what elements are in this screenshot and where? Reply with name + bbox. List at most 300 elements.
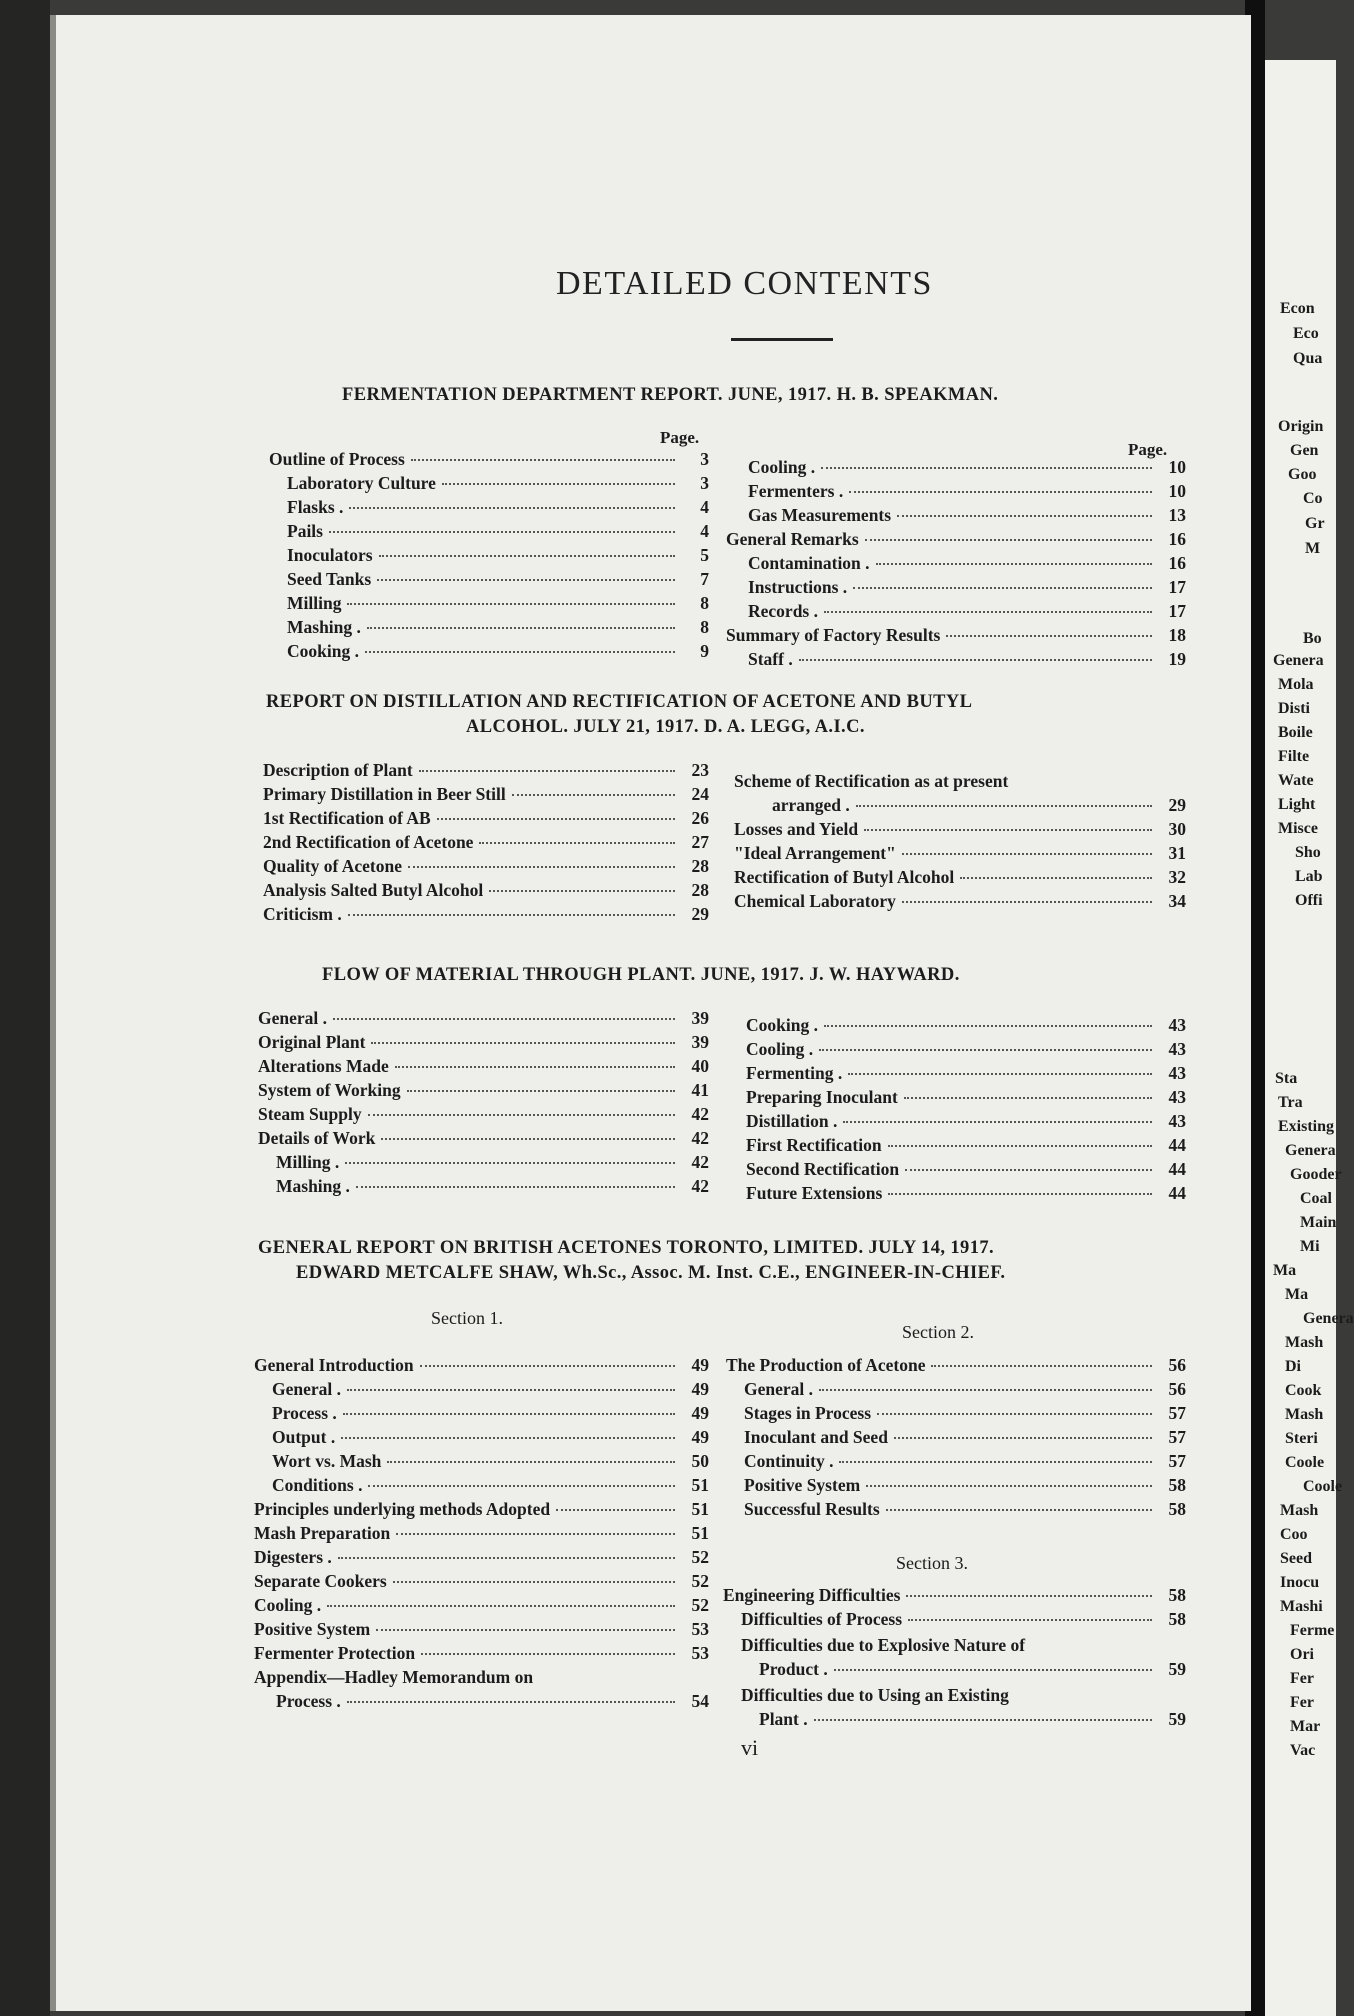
toc-entry-page: 17 bbox=[1168, 601, 1186, 621]
toc-entry-page: 16 bbox=[1168, 553, 1186, 573]
leader-dots bbox=[894, 1437, 1152, 1439]
toc-entry-page: 8 bbox=[700, 617, 709, 637]
toc-entry-page: 8 bbox=[700, 593, 709, 613]
toc-entry bbox=[269, 641, 709, 665]
toc-entry bbox=[254, 1619, 709, 1643]
toc-s2-left bbox=[263, 760, 709, 928]
page-title: DETAILED CONTENTS bbox=[556, 265, 933, 302]
facing-page-fragment: Mash bbox=[1285, 1406, 1324, 1423]
toc-entry-page: 44 bbox=[1168, 1159, 1186, 1179]
toc-entry-label: Second Rectification bbox=[746, 1159, 900, 1179]
toc-s3-right bbox=[746, 1015, 1186, 1207]
toc-entry bbox=[726, 529, 1186, 553]
toc-s4-right-section2 bbox=[726, 1355, 1186, 1523]
leader-dots bbox=[329, 531, 675, 533]
toc-entry-page: 24 bbox=[691, 784, 709, 804]
toc-entry-page: 52 bbox=[691, 1571, 709, 1591]
toc-entry bbox=[258, 1152, 709, 1176]
leader-dots bbox=[960, 877, 1152, 879]
toc-entry bbox=[254, 1499, 709, 1523]
leader-dots bbox=[396, 1533, 675, 1535]
toc-entry bbox=[726, 1475, 1186, 1499]
toc-entry-page: 51 bbox=[691, 1475, 709, 1495]
toc-entry-page: 10 bbox=[1168, 457, 1186, 477]
toc-entry bbox=[254, 1691, 709, 1715]
toc-entry-label: General . bbox=[272, 1379, 342, 1399]
leader-dots bbox=[367, 627, 675, 629]
toc-entry-label: Analysis Salted Butyl Alcohol bbox=[263, 880, 484, 900]
leader-dots bbox=[381, 1138, 675, 1140]
toc-entry-page: 28 bbox=[691, 856, 709, 876]
section-heading-flow: FLOW OF MATERIAL THROUGH PLANT. JUNE, 1917. J. W. HAYWARD. bbox=[322, 965, 960, 985]
leader-dots bbox=[902, 901, 1152, 903]
toc-entry bbox=[726, 1355, 1186, 1379]
toc-entry-label: Process . bbox=[276, 1691, 341, 1711]
leader-dots bbox=[556, 1509, 675, 1511]
toc-entry bbox=[726, 601, 1186, 625]
toc-s4-right-section3 bbox=[723, 1585, 1186, 1633]
toc-entry-label: Seed Tanks bbox=[287, 569, 372, 589]
toc-entry-label: Milling bbox=[287, 593, 342, 613]
toc-entry bbox=[258, 1176, 709, 1200]
section-heading-general-1: GENERAL REPORT ON BRITISH ACETONES TORONTO, LIMITED. JULY 14, 1917. bbox=[258, 1238, 995, 1258]
toc-entry bbox=[726, 625, 1186, 649]
section-heading-general-2: EDWARD METCALFE SHAW, Wh.Sc., Assoc. M. Inst. C.E., ENGINEER-IN-CHIEF. bbox=[296, 1263, 1006, 1283]
toc-entry-page: 16 bbox=[1168, 529, 1186, 549]
toc-entry bbox=[269, 545, 709, 569]
toc-entry-label: 2nd Rectification of Acetone bbox=[263, 832, 474, 852]
leader-dots bbox=[343, 1413, 675, 1415]
toc-entry-label: Process . bbox=[272, 1403, 337, 1423]
facing-page-fragment: Ferme bbox=[1290, 1622, 1335, 1639]
leader-dots bbox=[897, 515, 1152, 517]
toc-entry bbox=[263, 832, 709, 856]
toc-entry bbox=[254, 1475, 709, 1499]
toc-entry-label: Product . bbox=[759, 1659, 828, 1679]
toc-entry-page: 49 bbox=[691, 1403, 709, 1423]
toc-entry-page: 49 bbox=[691, 1427, 709, 1447]
leader-dots bbox=[819, 1389, 1152, 1391]
leader-dots bbox=[333, 1018, 675, 1020]
leader-dots bbox=[419, 770, 675, 772]
toc-entry-label: Fermenters . bbox=[748, 481, 844, 501]
leader-dots bbox=[814, 1719, 1152, 1721]
leader-dots bbox=[371, 1042, 675, 1044]
toc-entry-label: Criticism . bbox=[263, 904, 342, 924]
leader-dots bbox=[799, 659, 1152, 661]
toc-entry-label: Chemical Laboratory bbox=[734, 891, 896, 911]
leader-dots bbox=[908, 1619, 1152, 1621]
toc-entry bbox=[258, 1128, 709, 1152]
toc-entry-page: 44 bbox=[1168, 1183, 1186, 1203]
toc-entry-page: 3 bbox=[700, 473, 709, 493]
toc-entry bbox=[746, 1183, 1186, 1207]
leader-dots bbox=[327, 1605, 675, 1607]
facing-page-fragment: Genera bbox=[1285, 1142, 1336, 1159]
toc-entry bbox=[726, 1451, 1186, 1475]
toc-entry-label: Stages in Process bbox=[744, 1403, 872, 1423]
toc-entry bbox=[269, 569, 709, 593]
toc-entry-label: Separate Cookers bbox=[254, 1571, 387, 1591]
toc-entry-page: 56 bbox=[1168, 1379, 1186, 1399]
facing-page-fragment: Misce bbox=[1278, 820, 1318, 837]
toc-entry bbox=[746, 1039, 1186, 1063]
toc-entry-page: 57 bbox=[1168, 1403, 1186, 1423]
facing-page-fragment: Fer bbox=[1290, 1670, 1314, 1687]
leader-dots bbox=[839, 1461, 1152, 1463]
toc-entry bbox=[746, 1111, 1186, 1135]
toc-entry-page: 58 bbox=[1168, 1609, 1186, 1629]
leader-dots bbox=[865, 539, 1152, 541]
toc-entry-page: 32 bbox=[1168, 867, 1186, 887]
leader-dots bbox=[368, 1485, 675, 1487]
toc-entry-page: 58 bbox=[1168, 1499, 1186, 1519]
toc-entry-page: 9 bbox=[700, 641, 709, 661]
toc-s1-right bbox=[726, 457, 1186, 673]
toc-s3-left bbox=[258, 1008, 709, 1200]
toc-entry-page: 41 bbox=[691, 1080, 709, 1100]
toc-entry bbox=[258, 1104, 709, 1128]
facing-page-fragment: Light bbox=[1278, 796, 1316, 813]
toc-entry-page: 44 bbox=[1168, 1135, 1186, 1155]
facing-page-fragment: Gen bbox=[1290, 442, 1319, 459]
scan-left-margin bbox=[0, 0, 50, 2016]
leader-dots bbox=[420, 1365, 675, 1367]
leader-dots bbox=[931, 1365, 1152, 1367]
toc-entry-page: 17 bbox=[1168, 577, 1186, 597]
toc-entry bbox=[726, 457, 1186, 481]
toc-entry-label: Distillation . bbox=[746, 1111, 838, 1131]
toc-entry-page: 49 bbox=[691, 1355, 709, 1375]
toc-entry bbox=[723, 1609, 1186, 1633]
toc-entry-page: 56 bbox=[1168, 1355, 1186, 1375]
toc-entry-label: Difficulties of Process bbox=[741, 1609, 903, 1629]
facing-page-fragment: Mar bbox=[1290, 1718, 1321, 1735]
page-column-label-right: Page. bbox=[1128, 440, 1168, 459]
toc-entry-page: 51 bbox=[691, 1499, 709, 1519]
toc-entry-label: Steam Supply bbox=[258, 1104, 362, 1124]
toc-s4-wrap2-line1: Difficulties due to Using an Existing bbox=[741, 1685, 1009, 1705]
toc-entry bbox=[746, 1087, 1186, 1111]
facing-page bbox=[1265, 60, 1354, 2016]
leader-dots bbox=[824, 611, 1152, 613]
leader-dots bbox=[888, 1145, 1152, 1147]
leader-dots bbox=[876, 563, 1152, 565]
toc-entry-label: Details of Work bbox=[258, 1128, 376, 1148]
facing-page-fragment: M bbox=[1305, 540, 1321, 557]
facing-page-fragment: Mash bbox=[1280, 1502, 1319, 1519]
facing-page-fragment: Goo bbox=[1288, 466, 1317, 483]
facing-page-fragment: Gr bbox=[1305, 515, 1325, 532]
toc-entry-label: Mash Preparation bbox=[254, 1523, 391, 1543]
toc-entry-label: Outline of Process bbox=[269, 449, 405, 469]
toc-entry-page: 52 bbox=[691, 1547, 709, 1567]
toc-entry bbox=[254, 1595, 709, 1619]
facing-page-fragment: Ma bbox=[1273, 1262, 1297, 1279]
toc-entry bbox=[254, 1547, 709, 1571]
toc-entry-label: Successful Results bbox=[744, 1499, 880, 1519]
toc-entry-label: Quality of Acetone bbox=[263, 856, 403, 876]
facing-page-fragment: Vac bbox=[1290, 1742, 1316, 1759]
toc-entry-page: 43 bbox=[1168, 1087, 1186, 1107]
toc-entry bbox=[726, 1427, 1186, 1451]
toc-entry bbox=[746, 1015, 1186, 1039]
toc-entry-label: Flasks . bbox=[287, 497, 344, 517]
toc-entry bbox=[269, 521, 709, 545]
leader-dots bbox=[356, 1186, 675, 1188]
facing-page-fragment: Mola bbox=[1278, 676, 1314, 693]
facing-page-fragment: Tra bbox=[1278, 1094, 1303, 1111]
toc-entry-page: 29 bbox=[691, 904, 709, 924]
toc-entry bbox=[269, 473, 709, 497]
toc-entry bbox=[254, 1403, 709, 1427]
leader-dots bbox=[341, 1437, 675, 1439]
toc-entry-page: 57 bbox=[1168, 1427, 1186, 1447]
toc-entry bbox=[726, 553, 1186, 577]
toc-entry-page: 39 bbox=[691, 1008, 709, 1028]
toc-entry bbox=[263, 808, 709, 832]
leader-dots bbox=[379, 555, 675, 557]
toc-entry-label: Staff . bbox=[748, 649, 793, 669]
toc-entry bbox=[269, 449, 709, 473]
facing-page-fragment: Sho bbox=[1295, 844, 1321, 861]
toc-entry bbox=[258, 1080, 709, 1104]
toc-entry bbox=[254, 1523, 709, 1547]
toc-entry-page: 30 bbox=[1168, 819, 1186, 839]
leader-dots bbox=[338, 1557, 675, 1559]
toc-entry bbox=[269, 617, 709, 641]
leader-dots bbox=[377, 579, 675, 581]
leader-dots bbox=[821, 467, 1152, 469]
toc-entry-page: 59 bbox=[1168, 1709, 1186, 1729]
toc-entry-label: Description of Plant bbox=[263, 760, 413, 780]
toc-entry bbox=[263, 760, 709, 784]
toc-entry bbox=[258, 1008, 709, 1032]
leader-dots bbox=[864, 829, 1152, 831]
facing-page-fragment: Lab bbox=[1295, 868, 1323, 885]
facing-page-fragment: Cook bbox=[1285, 1382, 1322, 1399]
toc-entry bbox=[254, 1571, 709, 1595]
toc-entry-page: 42 bbox=[691, 1128, 709, 1148]
toc-entry-page: 31 bbox=[1168, 843, 1186, 863]
facing-page-fragment: Sta bbox=[1275, 1070, 1298, 1087]
toc-entry-label: First Rectification bbox=[746, 1135, 882, 1155]
toc-entry bbox=[263, 904, 709, 928]
toc-entry-page: 53 bbox=[691, 1619, 709, 1639]
leader-dots bbox=[411, 459, 675, 461]
facing-page-fragment: Co bbox=[1303, 490, 1323, 507]
toc-entry-label: Positive System bbox=[744, 1475, 861, 1495]
toc-entry bbox=[734, 795, 1186, 819]
toc-entry-label: Original Plant bbox=[258, 1032, 366, 1052]
toc-entry-page: 4 bbox=[700, 497, 709, 517]
toc-entry-label: General Introduction bbox=[254, 1355, 414, 1375]
toc-entry-label: Inoculant and Seed bbox=[744, 1427, 888, 1447]
document-page bbox=[50, 15, 1251, 2011]
leader-dots bbox=[512, 794, 675, 796]
toc-entry-page: 43 bbox=[1168, 1111, 1186, 1131]
toc-entry bbox=[726, 505, 1186, 529]
toc-entry-label: Fermenting . bbox=[746, 1063, 843, 1083]
leader-dots bbox=[393, 1581, 675, 1583]
toc-entry bbox=[254, 1643, 709, 1667]
facing-page-fragment: Existing bbox=[1278, 1118, 1335, 1135]
toc-entry bbox=[734, 843, 1186, 867]
toc-entry-page: 40 bbox=[691, 1056, 709, 1076]
toc-entry-page: 23 bbox=[691, 760, 709, 780]
toc-entry-label: Primary Distillation in Beer Still bbox=[263, 784, 506, 804]
toc-entry-label: Continuity . bbox=[744, 1451, 834, 1471]
toc-entry-page: 54 bbox=[691, 1691, 709, 1711]
leader-dots bbox=[347, 1701, 675, 1703]
facing-page-fragment: Ori bbox=[1290, 1646, 1314, 1663]
toc-s2-right-first-line: Scheme of Rectification as at present bbox=[734, 771, 1009, 791]
toc-entry-label: Plant . bbox=[759, 1709, 808, 1729]
toc-entry-page: 52 bbox=[691, 1595, 709, 1615]
section-2-label: Section 2. bbox=[902, 1322, 974, 1342]
toc-entry-page: 34 bbox=[1168, 891, 1186, 911]
toc-entry-page: 53 bbox=[691, 1643, 709, 1663]
facing-page-fragment: Bo bbox=[1303, 630, 1322, 647]
toc-entry-label: General Remarks bbox=[726, 529, 859, 549]
toc-entry bbox=[263, 856, 709, 880]
facing-page-fragment: Di bbox=[1285, 1358, 1301, 1375]
toc-entry bbox=[746, 1159, 1186, 1183]
toc-entry bbox=[254, 1427, 709, 1451]
facing-page-fragment: Steri bbox=[1285, 1430, 1318, 1447]
toc-entry-page: 27 bbox=[691, 832, 709, 852]
toc-entry bbox=[258, 1056, 709, 1080]
leader-dots bbox=[902, 853, 1152, 855]
toc-entry-label: Positive System bbox=[254, 1619, 371, 1639]
toc-entry-label: The Production of Acetone bbox=[726, 1355, 926, 1375]
leader-dots bbox=[834, 1669, 1152, 1671]
facing-page-fragment: Mi bbox=[1300, 1238, 1320, 1255]
facing-page-fragment: Coole bbox=[1285, 1454, 1325, 1471]
toc-entry-page: 58 bbox=[1168, 1475, 1186, 1495]
toc-entry-label: System of Working bbox=[258, 1080, 401, 1100]
facing-page-fragment: Origin bbox=[1278, 418, 1324, 435]
toc-s1-left bbox=[269, 449, 709, 665]
leader-dots bbox=[877, 1413, 1152, 1415]
toc-entry-page: 29 bbox=[1168, 795, 1186, 815]
leader-dots bbox=[849, 491, 1152, 493]
toc-entry-label: Engineering Difficulties bbox=[723, 1585, 901, 1605]
facing-page-fragment: Offi bbox=[1295, 892, 1323, 909]
facing-page-fragment: Coo bbox=[1280, 1526, 1308, 1543]
leader-dots bbox=[408, 866, 675, 868]
toc-entry bbox=[723, 1585, 1186, 1609]
leader-dots bbox=[888, 1193, 1152, 1195]
toc-entry bbox=[726, 481, 1186, 505]
toc-entry bbox=[726, 577, 1186, 601]
facing-page-fragment: Genera bbox=[1303, 1310, 1354, 1327]
leader-dots bbox=[946, 635, 1152, 637]
facing-page-fragment: Boile bbox=[1278, 724, 1313, 741]
toc-entry-page: 42 bbox=[691, 1152, 709, 1172]
toc-entry-page: 3 bbox=[700, 449, 709, 469]
toc-entry-label: Inoculators bbox=[287, 545, 373, 565]
leader-dots bbox=[442, 483, 675, 485]
facing-page-fragment: Disti bbox=[1278, 700, 1310, 717]
facing-page-fragment: Coal bbox=[1300, 1190, 1332, 1207]
leader-dots bbox=[489, 890, 675, 892]
facing-page-fragment: Fer bbox=[1290, 1694, 1314, 1711]
toc-entry bbox=[726, 1403, 1186, 1427]
toc-entry-label: Losses and Yield bbox=[734, 819, 859, 839]
toc-entry-page: 42 bbox=[691, 1176, 709, 1196]
facing-page-fragment: Seed bbox=[1280, 1550, 1312, 1567]
leader-dots bbox=[886, 1509, 1152, 1511]
toc-entry bbox=[746, 1063, 1186, 1087]
leader-dots bbox=[368, 1114, 675, 1116]
toc-entry-page: 4 bbox=[700, 521, 709, 541]
facing-page-fragment: Mashi bbox=[1280, 1598, 1323, 1615]
toc-entry-label: Instructions . bbox=[748, 577, 848, 597]
leader-dots bbox=[347, 603, 675, 605]
toc-entry bbox=[726, 1379, 1186, 1403]
toc-entry-label: Rectification of Butyl Alcohol bbox=[734, 867, 955, 887]
section-heading-distillation-2: ALCOHOL. JULY 21, 1917. D. A. LEGG, A.I.C. bbox=[466, 717, 865, 737]
toc-entry-page: 43 bbox=[1168, 1015, 1186, 1035]
toc-entry-page: 5 bbox=[700, 545, 709, 565]
leader-dots bbox=[421, 1653, 675, 1655]
toc-entry-label: Cooking . bbox=[287, 641, 359, 661]
toc-entry-label: arranged . bbox=[772, 795, 850, 815]
facing-page-fragment: Mash bbox=[1285, 1334, 1324, 1351]
toc-entry-label: Contamination . bbox=[748, 553, 870, 573]
toc-entry bbox=[269, 497, 709, 521]
toc-entry-page: 18 bbox=[1168, 625, 1186, 645]
leader-dots bbox=[345, 1162, 675, 1164]
toc-s4-appendix-line1: Appendix—Hadley Memorandum on bbox=[254, 1667, 534, 1687]
toc-entry-label: General . bbox=[258, 1008, 328, 1028]
leader-dots bbox=[348, 914, 675, 916]
toc-entry-label: Conditions . bbox=[272, 1475, 363, 1495]
toc-entry-page: 28 bbox=[691, 880, 709, 900]
toc-s4-wrap2 bbox=[723, 1709, 1186, 1733]
leader-dots bbox=[437, 818, 675, 820]
page-number: vi bbox=[741, 1735, 759, 1760]
leader-dots bbox=[347, 1389, 675, 1391]
toc-entry bbox=[734, 891, 1186, 915]
toc-entry-label: Cooling . bbox=[748, 457, 816, 477]
facing-page-fragment: Coole bbox=[1303, 1478, 1343, 1495]
leader-dots bbox=[853, 587, 1152, 589]
toc-entry bbox=[254, 1355, 709, 1379]
leader-dots bbox=[479, 842, 675, 844]
toc-entry-label: Mashing . bbox=[287, 617, 361, 637]
toc-entry bbox=[734, 819, 1186, 843]
toc-entry-page: 26 bbox=[691, 808, 709, 828]
facing-page-fragment: Inocu bbox=[1280, 1574, 1320, 1591]
toc-entry-page: 59 bbox=[1168, 1659, 1186, 1679]
leader-dots bbox=[843, 1121, 1152, 1123]
toc-entry-label: Cooking . bbox=[746, 1015, 818, 1035]
toc-entry-label: "Ideal Arrangement" bbox=[734, 843, 896, 863]
toc-entry-label: Cooling . bbox=[254, 1595, 322, 1615]
leader-dots bbox=[387, 1461, 675, 1463]
section-heading-fermentation: FERMENTATION DEPARTMENT REPORT. JUNE, 1917. H. B. SPEAKMAN. bbox=[342, 385, 999, 405]
toc-entry bbox=[263, 880, 709, 904]
leader-dots bbox=[904, 1097, 1152, 1099]
facing-page-fragment: Econ bbox=[1280, 300, 1315, 317]
toc-entry-page: 42 bbox=[691, 1104, 709, 1124]
toc-entry-label: Wort vs. Mash bbox=[272, 1451, 382, 1471]
leader-dots bbox=[905, 1169, 1152, 1171]
toc-entry bbox=[734, 867, 1186, 891]
toc-entry-label: Cooling . bbox=[746, 1039, 814, 1059]
